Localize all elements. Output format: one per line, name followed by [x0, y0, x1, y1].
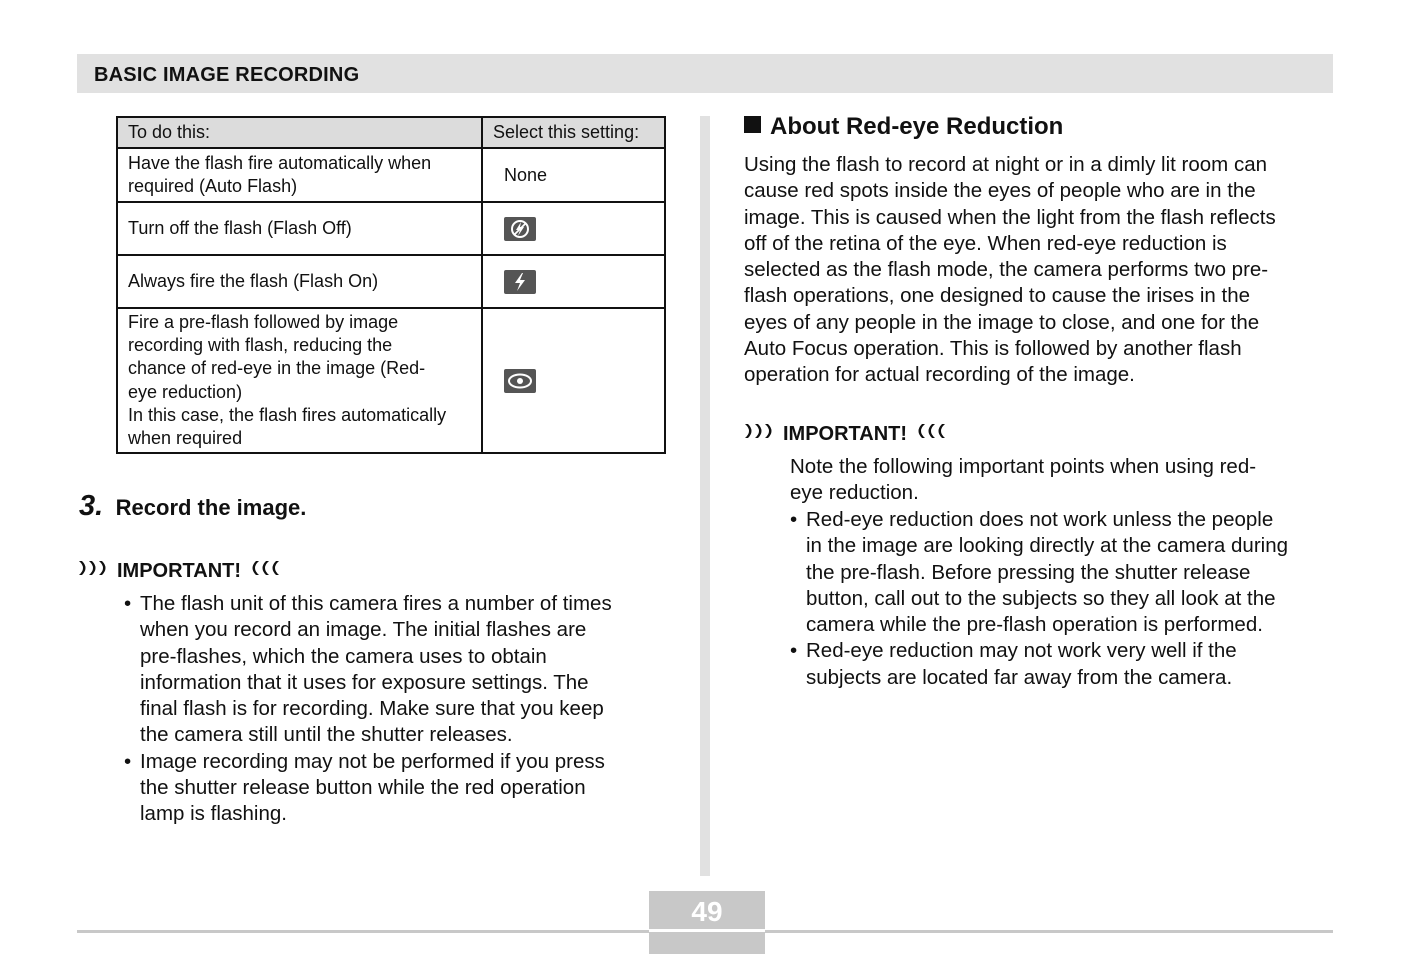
important-list-left	[124, 591, 684, 828]
list-item	[124, 591, 684, 749]
cell-text-line: when required	[128, 428, 243, 449]
list-item	[790, 507, 1335, 638]
table-cell-action	[117, 308, 482, 453]
black-square-icon	[744, 116, 761, 133]
table-cell-action: Always fire the flash (Flash On)	[117, 255, 482, 308]
table-header-setting: Select this setting:	[482, 117, 665, 148]
step-text: Record the image.	[115, 495, 307, 520]
flash-off-icon	[504, 217, 536, 241]
flash-on-icon	[504, 270, 536, 294]
paragraph-line: selected as the flash mode, the camera performs two pre-	[744, 258, 1269, 282]
table-cell-action	[117, 148, 482, 202]
list-item-line: button, call out to the subjects so they all look at the	[806, 586, 1276, 610]
table-cell-action: Turn off the flash (Flash Off)	[117, 202, 482, 255]
table-row	[117, 202, 665, 255]
list-item-line: pre-flashes, which the camera uses to obtain	[140, 644, 547, 668]
paragraph-line: cause red spots inside the eyes of people who are in the	[744, 179, 1256, 203]
list-item-line: the camera still until the shutter releases.	[140, 723, 513, 747]
list-item-line: Image recording may not be performed if you press	[140, 749, 605, 773]
left-arrows-icon	[914, 421, 946, 447]
cell-text-line: chance of red-eye in the image (Red-	[128, 358, 426, 379]
paragraph-line: Using the flash to record at night or in a dimly lit room can	[744, 153, 1267, 176]
list-item-line: final flash is for recording. Make sure that you keep	[140, 697, 604, 721]
cell-text-line: required (Auto Flash)	[128, 176, 298, 196]
cell-text-line: Fire a pre-flash followed by image	[128, 311, 399, 332]
paragraph-line: Auto Focus operation. This is followed by another flash	[744, 337, 1242, 361]
section-header-title: BASIC IMAGE RECORDING	[94, 64, 360, 86]
important-label: IMPORTANT!	[117, 559, 242, 582]
table-cell-setting	[482, 308, 665, 453]
list-item	[790, 638, 1335, 691]
paragraph-line: operation for actual recording of the image.	[744, 363, 1135, 387]
section-header-bar	[77, 54, 1333, 93]
list-item-line: subjects are located far away from the camera.	[806, 665, 1233, 689]
important-label: IMPORTANT!	[783, 422, 908, 445]
right-arrows-icon	[744, 421, 776, 447]
important-intro	[790, 454, 1330, 507]
list-item-line: the pre-flash. Before pressing the shutter release	[806, 560, 1251, 584]
list-item-line: information that it uses for exposure settings. The	[140, 670, 589, 694]
list-item-line: the shutter release button while the red operation	[140, 776, 586, 800]
list-item	[124, 749, 684, 828]
cell-text-line: eye reduction)	[128, 381, 243, 402]
section-title-text: About Red-eye Reduction	[770, 113, 1064, 140]
step-number: 3.	[79, 490, 104, 522]
paragraph-line: eyes of any people in the image to close, and one for the	[744, 310, 1260, 334]
table-cell-setting	[482, 255, 665, 308]
flash-settings-table	[116, 116, 666, 454]
table-header-row	[117, 117, 665, 148]
right-arrows-icon	[78, 558, 110, 584]
column-divider	[700, 116, 710, 876]
cell-text-line: In this case, the flash fires automatically	[128, 404, 447, 425]
table-header-action: To do this:	[117, 117, 482, 148]
paragraph-line: eye reduction.	[790, 481, 919, 505]
table-row	[117, 255, 665, 308]
paragraph-line: flash operations, one designed to cause the irises in the	[744, 284, 1250, 308]
table-row	[117, 308, 665, 453]
left-arrows-icon	[248, 558, 280, 584]
list-item-line: Red-eye reduction does not work unless the people	[806, 508, 1274, 531]
red-eye-description	[744, 152, 1334, 389]
page-number: 49	[691, 896, 723, 927]
cell-text-line: Have the flash fire automatically when	[128, 153, 432, 173]
list-item-line: when you record an image. The initial flashes are	[140, 618, 587, 642]
red-eye-icon	[504, 369, 536, 393]
important-heading-left	[78, 558, 280, 584]
paragraph-line: Note the following important points when using red-	[790, 455, 1257, 478]
list-item-line: in the image are looking directly at the camera during	[806, 534, 1289, 558]
paragraph-line: image. This is caused when the light from the flash reflects	[744, 205, 1276, 229]
table-cell-setting	[482, 202, 665, 255]
list-item-line: lamp is flashing.	[140, 802, 287, 826]
list-item-line: Red-eye reduction may not work very well if the	[806, 639, 1237, 663]
table-cell-setting: None	[482, 148, 665, 202]
list-item-line: The flash unit of this camera fires a number of times	[140, 592, 612, 615]
list-item-line: camera while the pre-flash operation is performed.	[806, 613, 1263, 637]
table-row	[117, 148, 665, 202]
section-title	[744, 113, 1063, 141]
paragraph-line: off of the retina of the eye. When red-eye reduction is	[744, 231, 1227, 255]
cell-text-line: recording with flash, reducing the	[128, 334, 393, 355]
page-number-separator	[649, 929, 765, 932]
important-heading-right	[744, 421, 946, 447]
step-heading	[79, 490, 306, 523]
important-list-right	[790, 507, 1335, 691]
